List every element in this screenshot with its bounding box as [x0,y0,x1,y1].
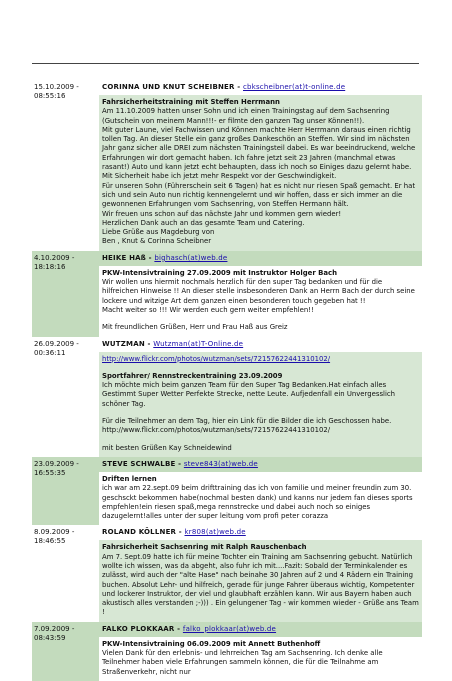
entry-title: Fahrsicherheit Sachsenring mit Ralph Rauschenbach [102,543,307,552]
entry-text: Macht weiter so !!! Wir werden euch gern weiter empfehlen!! [102,305,314,314]
entry-date: 4.10.2009 - 18:18:16 [32,251,99,337]
entry-body [99,95,422,251]
entry-author: FALKO PLOKKAAR - [102,624,183,633]
entry-text: Ben , Knut & Corinna Scheibner [102,237,212,246]
entry-text: Herzlichen Dank auch an das gesamte Team und Catering. [102,218,305,227]
entry-text: http://www.flickr.com/photos/wutzman/sets/72157622441310102/ [102,426,331,435]
guestbook-entry [32,525,422,621]
entry-author: CORINNA UND KNUT SCHEIBNER - [102,83,243,91]
entry-body [99,352,422,457]
top-divider [32,63,419,64]
entry-text: Am 11.10.2009 hatten unser Sohn und ich einen Trainingstag auf dem Sachsenring (Gutschein von meinem Mann!!!- er filmte den ganzen Tag unser Können!!). [102,107,390,125]
entry-date: 8.09.2009 - 18:46:55 [32,525,99,621]
guestbook-entry [32,457,422,525]
entry-date: 15.10.2009 - 08:55:16 [32,80,99,251]
entry-header [99,80,422,95]
entry-title: PKW-Intensivtraining 27.09.2009 mit Instruktor Holger Bach [102,268,338,277]
entry-title: Fahrsicherheitstraining mit Steffen Herrmann [102,98,280,106]
entry-email-link[interactable]: Wutzman(at)T-Online.de [153,339,244,348]
entry-header [99,525,422,540]
entry-text: Wir freuen uns schon auf das nächste Jahr und kommen gern wieder! [102,209,342,218]
entry-body [99,266,422,337]
entry-email-link[interactable]: cbkscheibner(at)t-online.de [243,83,346,91]
entry-text: Am 7. Sept.09 hatte ich für meine Tochter ein Training am Sachsenring gebucht. Natürlich wollte ich wissen, was da abgeht, also fuhr ich mit....Fazit: Sobald der Terminkalender es zulässt, wird auch der "alte Hase" nach beinahe 30 Jahren auf 2 und 4 Rädern ein Training buchen. Absolut Lehr- und hilfreich, gerade für junge Fahrer überaus wichtig, Kompetenter und lockerer Instruktor, der viel und glaubhaft erzählen kann. Wir aus Bayern haben auch akustisch alles verstanden ;-))) . Ein gelungener Tag - wir kommen wieder - Grüße ans Team ! [102,552,419,617]
guestbook-entry [32,622,422,681]
entry-date: 23.09.2009 - 16:55:35 [32,457,99,525]
entry-closing: Mit freundlichen Grüßen, Herr und Frau Haß aus Greiz [102,323,288,332]
entry-body [99,472,422,525]
guestbook-list [32,80,422,681]
entry-date: 26.09.2009 - 00:36:11 [32,337,99,457]
entry-title: PKW-Intensivtraining 06.09.2009 mit Annett Buthenhoff [102,639,321,648]
entry-text: ich war am 22.sept.09 beim drifttraining das ich von familie und meiner freundin zum 30. geschsckt bekommen habe(nochmal besten dank) und kanns nur jedem fan dieses sports empfehlen!ein riesen spaß,mega rennstrecke und dabei auch noch so einiges dazugelernt!alles unter der super leitung vom profi peter corazza [102,484,413,521]
entry-email-link[interactable]: bighasch(at)web.de [154,253,228,262]
entry-text: Vielen Dank für den erlebnis- und lehrreichen Tag am Sachsenring. Ich denke alle Teilnehmer haben viele Erfahrungen sammeln können, die für die Teilnahme am Straßenverkehr, nicht nur [102,649,383,676]
entry-text: Liebe Grüße aus Magdeburg von [102,228,215,237]
entry-header [99,337,422,352]
entry-author: ROLAND KÖLLNER - [102,528,185,537]
entry-closing: mit besten Grüßen Kay Schneidewind [102,443,232,452]
entry-header [99,251,422,266]
entry-author: STEVE SCHWALBE - [102,459,184,468]
entry-title: Driften lernen [102,474,157,483]
entry-body [99,637,422,681]
entry-title: Sportfahrer/ Rennstreckentraining 23.09.2009 [102,371,283,380]
guestbook-entry [32,80,422,251]
entry-author: HEIKE HAß - [102,253,155,262]
guestbook-entry [32,251,422,337]
guestbook-entry [32,337,422,457]
entry-author: WUTZMAN - [102,339,154,348]
entry-text: Für die Teilnehmer an dem Tag, hier ein Link für die Bilder die ich Geschossen habe. [102,417,392,426]
entry-email-link[interactable]: falko_plokkaar(at)web.de [182,624,277,633]
entry-header [99,457,422,472]
entry-email-link[interactable]: steve843(at)web.de [183,459,258,468]
entry-text: Wir wollen uns hiermit nochmals herzlich für den super Tag bedanken und für die hilfreichen Hinweise !! An dieser stelle insbesonderen Dank an Herrn Bach der durch seine lockere und witzige Art dem ganzen einen besonderen touch gegeben hat !! [102,278,415,305]
entry-text: Mit guter Laune, viel Fachwissen und Können machte Herr Herrmann daraus einen richtig tollen Tag. An dieser Stelle ein ganz großes Dankeschön an Steffen. Wir sind im nächsten Jahr ganz sicher alle DREI zum nächsten Trainingsteil dabei. Es war beeindruckend, welche Erfahrungen wir dort gemacht haben. Ich fahre jetzt seit 23 Jahren (manchmal etwas rasant!) Auto und kann jetzt echt behaupten, dass ich noch so Einiges dazu gelernt habe. Mit Sicherheit habe ich jetzt mehr Respekt vor der Geschwindigkeit. [102,125,416,181]
entry-date: 7.09.2009 - 08:43:59 [32,622,99,681]
entry-body [99,540,422,621]
entry-text: Für unseren Sohn (Führerschein seit 6 Tagen) hat es nicht nur riesen Spaß gemacht. Er hat sich und sein Auto nun richtig kennengelernt und wir hoffen, dass er sich immer an die gewonnenen Erfahrungen vom Sachsenring, von Steffen Hermann hält. [102,181,416,209]
entry-header [99,622,422,637]
entry-email-link[interactable]: kr808(at)web.de [184,528,246,537]
entry-homepage-link[interactable]: http://www.flickr.com/photos/wutzman/sets/72157622441310102/ [102,354,331,363]
entry-text: Ich möchte mich beim ganzen Team für den Super Tag Bedanken.Hat einfach alles Gestimmt Super Wetter Perfekte Strecke, nette Leute. Aufjedenfall ein Unvergesslich schöner Tag. [102,381,396,408]
